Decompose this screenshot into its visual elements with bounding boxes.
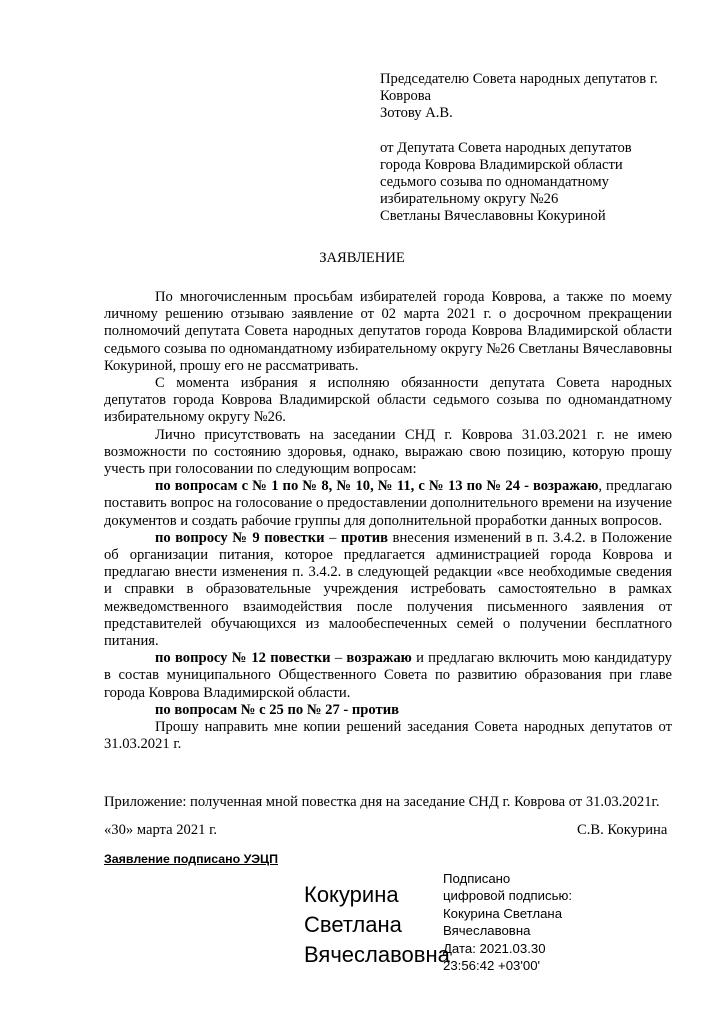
signature-detail-line: Вячеславовна [443,923,531,939]
paragraph-text: и предлагаю включить мою кандидатуру в состав муниципального Общественного Совета по развитию образования при главе города Коврова Владимирской области. [104,650,672,701]
paragraph: Лично присутствовать на заседании СНД г. Коврова 31.03.2021 г. не имею возможности по состоянию здоровья, однако, выражаю свою позицию, которую прошу учесть при голосовании по следующим вопросам: [104,426,672,478]
paragraph-text: внесения изменений в п. 3.4.2. в Положение об организации питания, которое предлагается администрацией города Коврова и предлагаю внести изменения п. 3.4.2. в следующей редакции «все необходимые сведения и справки в образовательные учреждения истребовать самостоятельно в рамках межведомственного взаимодействия после получения письменного заявления от представителей обучающихся из малообеспеченных семей о получении бесплатного питания. [104,529,672,650]
paragraph: По многочисленным просьбам избирателей города Коврова, а также по моему личному решению отзываю заявление от 02 марта 2021 г. о досрочном прекращении полномочий депутата Совета народных депутатов города Коврова Владимирской области седьмого созыва по одномандатному избирательному округу №26 Светланы Вячеславовны Кокуриной, прошу его не рассматривать. [104,289,672,374]
paragraph-text: , предлагаю поставить вопрос на голосование о предоставлении дополнительного времени на изучение документов и создать рабочие группы для дополнительной проработки данных вопросов. [104,478,672,529]
signed-note: Заявление подписано УЭЦП [104,852,278,866]
addressee-line: Зотову А.В. [380,105,453,122]
paragraph: Прошу направить мне копии решений заседания Совета народных депутатов от 31.03.2021 г. [104,719,672,753]
sender-line: Светланы Вячеславовны Кокуриной [380,208,606,225]
signature-name-line: Светлана [304,912,402,937]
paragraph: по вопросу № 12 повестки – возражаю и предлагаю включить мою кандидатуру в состав муниципального Общественного Совета по развитию образования при главе города Коврова Владимирской области. [104,650,672,701]
document-body [104,289,672,753]
signature-name-line: Кокурина [304,882,399,907]
signer-name: С.В. Кокурина [577,822,668,838]
bold-phrase: по вопросу № 12 повестки [155,650,331,667]
addressee-line: Коврова [380,88,431,105]
document-date: «30» марта 2021 г. [104,822,218,838]
addressee-line: Председателю Совета народных депутатов г. [380,71,658,87]
attachment-note: Приложение: полученная мной повестка дня на заседание СНД г. Коврова от 31.03.2021г. [104,794,660,810]
paragraph [104,702,672,719]
sender-line: седьмого созыва по одномандатному [380,174,609,191]
sender-line: города Коврова Владимирской области [380,156,623,173]
sender-line: избирательному округу №26 [380,191,559,208]
digital-signature-details [443,870,572,974]
addressee-block [380,71,672,226]
signature-name-line: Вячеславовна [304,942,450,967]
signature-detail-line: Кокурина Светлана [443,905,563,921]
bold-phrase: по вопросам с № 1 по № 8, № 10, № 11, с № 13 по № 24 - возражаю [155,478,599,495]
signature-detail-line: 23:56:42 +03'00' [443,958,541,974]
bold-phrase: по вопросу № 9 повестки [155,529,325,546]
signature-detail-line: Подписано [443,871,511,886]
digital-signature-name [304,880,450,970]
bold-phrase: по вопросам № с 25 по № 27 - против [155,701,399,718]
signature-detail-line: цифровой подписью: [443,888,573,904]
bold-phrase: против [340,529,389,546]
signature-detail-line: Дата: 2021.03.30 [443,940,546,956]
document-title: ЗАЯВЛЕНИЕ [319,250,405,266]
paragraph: С момента избрания я исполняю обязанности депутата Совета народных депутатов города Коврова Владимирской области седьмого созыва по одномандатному избирательному округу №26. [104,375,672,426]
bold-phrase: возражаю [346,650,412,667]
paragraph: по вопросу № 9 повестки – против внесения изменений в п. 3.4.2. в Положение об организации питания, которое предлагается администрацией города Коврова и предлагаю внести изменения п. 3.4.2. в следующей редакции «все необходимые сведения и справки в образовательные учреждения истребовать самостоятельно в рамках межведомственного взаимодействия после получения письменного заявления от представителей обучающихся из малообеспеченных семей о получении бесплатного питания. [104,529,672,650]
sender-line: от Депутата Совета народных депутатов [380,139,632,156]
paragraph [104,478,672,530]
